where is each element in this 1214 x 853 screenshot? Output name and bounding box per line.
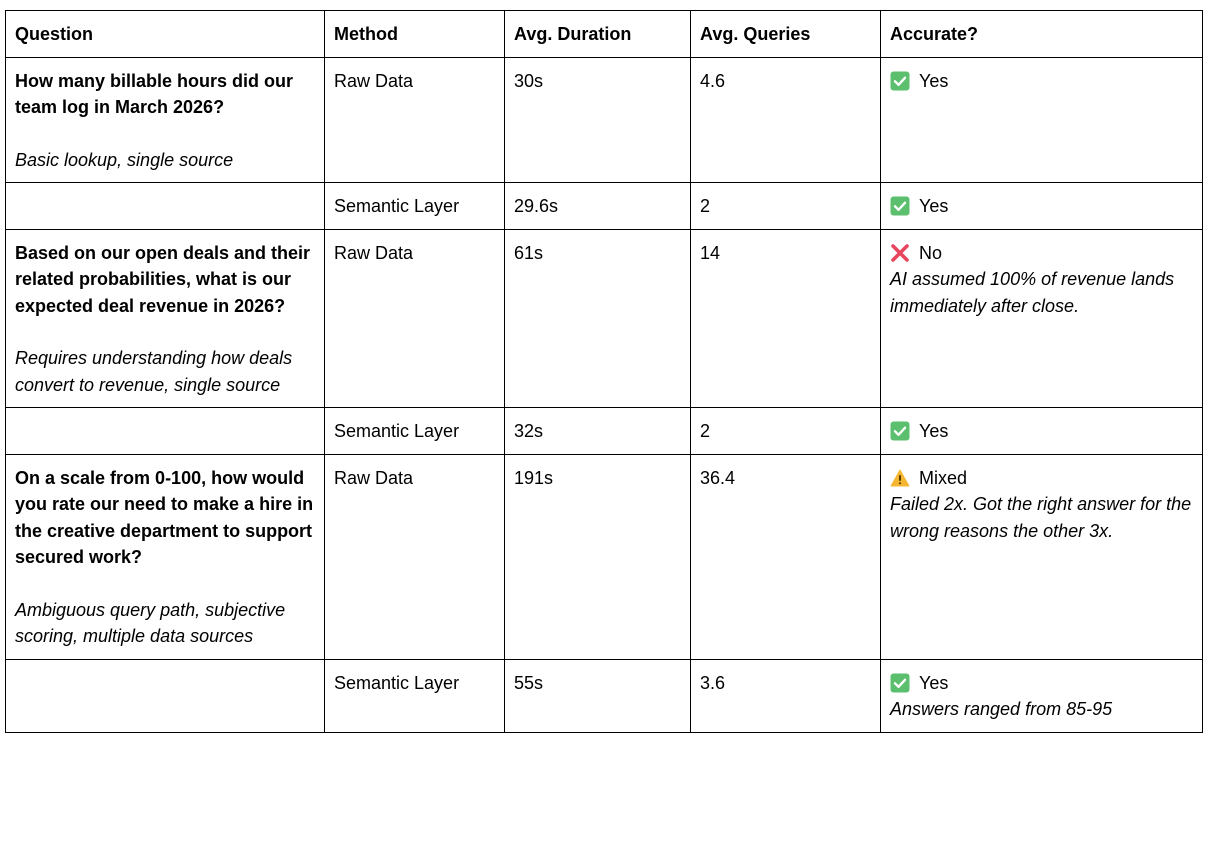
status-label: Yes	[919, 196, 949, 216]
queries-cell: 36.4	[691, 454, 881, 659]
table-row	[6, 183, 1203, 230]
question-cell	[6, 183, 325, 230]
check-mark-icon	[890, 71, 910, 91]
header-queries: Avg. Queries	[691, 11, 881, 58]
question-note: Requires understanding how deals convert to revenue, single source	[15, 348, 293, 395]
status-label: Yes	[919, 421, 949, 441]
status-line	[890, 670, 1193, 697]
question-title: On a scale from 0-100, how would you rate our need to make a hire in the creative department to support secured work?	[15, 467, 314, 567]
duration-cell: 32s	[505, 408, 691, 455]
header-method: Method	[325, 11, 505, 58]
status-label: Yes	[919, 672, 949, 693]
header-row	[6, 11, 1203, 58]
accurate-cell	[881, 408, 1203, 455]
status-line	[890, 193, 1193, 220]
question-cell	[6, 454, 325, 659]
check-mark-icon	[890, 196, 910, 216]
question-title: How many billable hours did our team log in March 2026?	[15, 70, 294, 117]
question-cell	[6, 659, 325, 732]
queries-cell: 14	[691, 229, 881, 408]
accurate-cell	[881, 183, 1203, 230]
question-title: Based on our open deals and their related probabilities, what is our expected deal revenue in 2026?	[15, 242, 311, 316]
status-label: No	[919, 242, 943, 263]
duration-cell: 30s	[505, 57, 691, 183]
status-line	[890, 68, 1193, 95]
question-cell	[6, 57, 325, 183]
warning-icon	[890, 468, 910, 488]
table-row	[6, 454, 1203, 659]
status-note: Answers ranged from 85-95	[890, 699, 1113, 719]
status-note: Failed 2x. Got the right answer for the wrong reasons the other 3x.	[890, 494, 1192, 541]
status-line	[890, 240, 1193, 267]
status-label: Yes	[919, 70, 949, 91]
accurate-cell	[881, 229, 1203, 408]
queries-cell: 2	[691, 183, 881, 230]
header-duration: Avg. Duration	[505, 11, 691, 58]
duration-cell: 55s	[505, 659, 691, 732]
header-question: Question	[6, 11, 325, 58]
duration-cell: 191s	[505, 454, 691, 659]
check-mark-icon	[890, 673, 910, 693]
table-row	[6, 229, 1203, 408]
method-cell: Semantic Layer	[325, 183, 505, 230]
duration-cell: 29.6s	[505, 183, 691, 230]
table-row	[6, 408, 1203, 455]
status-line	[890, 418, 1193, 445]
header-accurate: Accurate?	[881, 11, 1203, 58]
method-cell: Semantic Layer	[325, 659, 505, 732]
queries-cell: 4.6	[691, 57, 881, 183]
comparison-table	[5, 10, 1203, 733]
table-row	[6, 57, 1203, 183]
check-mark-icon	[890, 421, 910, 441]
status-line	[890, 465, 1193, 492]
method-cell: Semantic Layer	[325, 408, 505, 455]
status-note: AI assumed 100% of revenue lands immediately after close.	[890, 269, 1175, 316]
question-cell	[6, 229, 325, 408]
method-cell: Raw Data	[325, 57, 505, 183]
duration-cell: 61s	[505, 229, 691, 408]
method-cell: Raw Data	[325, 454, 505, 659]
queries-cell: 3.6	[691, 659, 881, 732]
accurate-cell	[881, 454, 1203, 659]
queries-cell: 2	[691, 408, 881, 455]
method-cell: Raw Data	[325, 229, 505, 408]
accurate-cell	[881, 659, 1203, 732]
status-label: Mixed	[919, 467, 968, 488]
accurate-cell	[881, 57, 1203, 183]
question-note: Ambiguous query path, subjective scoring, multiple data sources	[15, 599, 286, 646]
question-cell	[6, 408, 325, 455]
question-note: Basic lookup, single source	[15, 149, 234, 170]
cross-mark-icon	[890, 243, 910, 263]
table-row	[6, 659, 1203, 732]
